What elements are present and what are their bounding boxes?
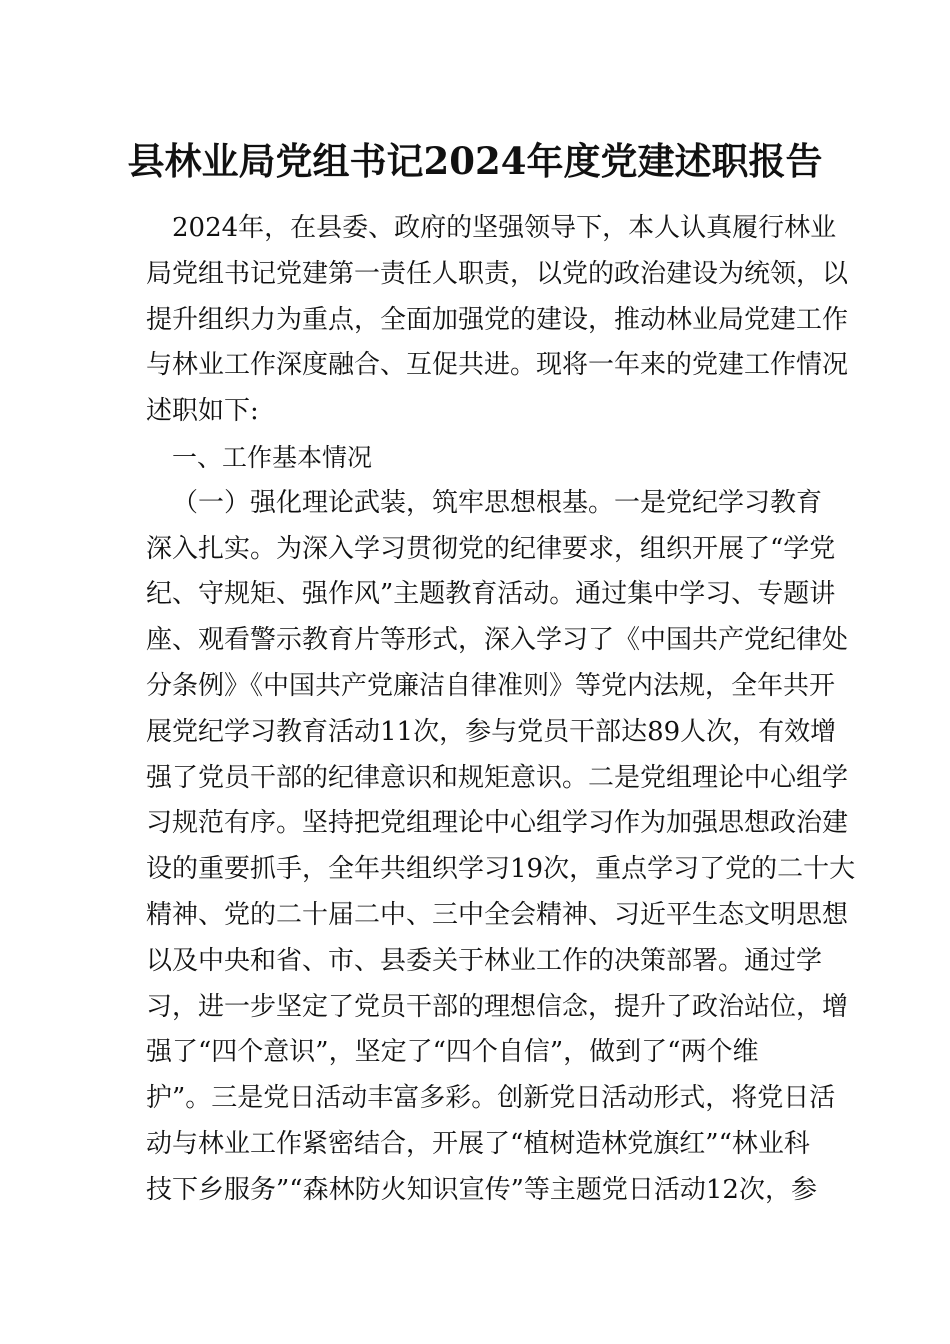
paragraph-line: 与林业工作深度融合、互促共进。现将一年来的党建工作情况 (146, 350, 849, 381)
paragraph-line: 设的重要抓手，全年共组织学习19次，重点学习了党的二十大 (146, 854, 856, 885)
paragraph-line: 分条例》《中国共产党廉洁自律准则》等党内法规，全年共开 (146, 670, 836, 701)
paragraph-line: 习，进一步坚定了党员干部的理想信念，提升了政治站位，增 (146, 991, 849, 1022)
document-body (146, 206, 856, 1214)
paragraph-line: 习规范有序。坚持把党组理论中心组学习作为加强思想政治建 (146, 808, 849, 839)
paragraph-line: 座、观看警示教育片等形式，深入学习了《中国共产党纪律处 (146, 625, 849, 656)
paragraph-line: （一）强化理论武装，筑牢思想根基。一是党纪学习教育 (172, 487, 823, 518)
paragraph-line: 提升组织力为重点，全面加强党的建设，推动林业局党建工作 (146, 304, 849, 335)
paragraph-line: 深入扎实。为深入学习贯彻党的纪律要求，组织开展了“学党 (146, 533, 836, 564)
paragraph-line: 动与林业工作紧密结合，开展了“植树造林党旗红”“林业科 (146, 1128, 810, 1159)
paragraph-line: 以及中央和省、市、县委关于林业工作的决策部署。通过学 (146, 945, 823, 976)
paragraph-line: 强了党员干部的纪律意识和规矩意识。二是党组理论中心组学 (146, 762, 849, 793)
paragraph-line: 局党组书记党建第一责任人职责，以党的政治建设为统领，以 (146, 258, 849, 289)
paragraph-line: 精神、党的二十届二中、三中全会精神、习近平生态文明思想 (146, 899, 849, 930)
paragraph-line: 强了“四个意识”，坚定了“四个自信”，做到了“两个维 (146, 1037, 759, 1068)
paragraph-line: 技下乡服务”“森林防火知识宣传”等主题党日活动12次，参 (146, 1174, 817, 1205)
paragraph-line: 纪、守规矩、强作风”主题教育活动。通过集中学习、专题讲 (146, 579, 836, 610)
section-heading: 一、工作基本情况 (172, 442, 373, 472)
paragraph-line: 述职如下: (146, 396, 259, 427)
paragraph-line: 护”。三是党日活动丰富多彩。创新党日活动形式，将党日活 (146, 1083, 836, 1114)
document-title: 县林业局党组书记2024年度党建述职报告 (127, 139, 823, 183)
paragraph-line: 2024年，在县委、政府的坚强领导下，本人认真履行林业 (172, 213, 837, 243)
paragraph-line: 展党纪学习教育活动11次，参与党员干部达89人次，有效增 (146, 716, 837, 747)
